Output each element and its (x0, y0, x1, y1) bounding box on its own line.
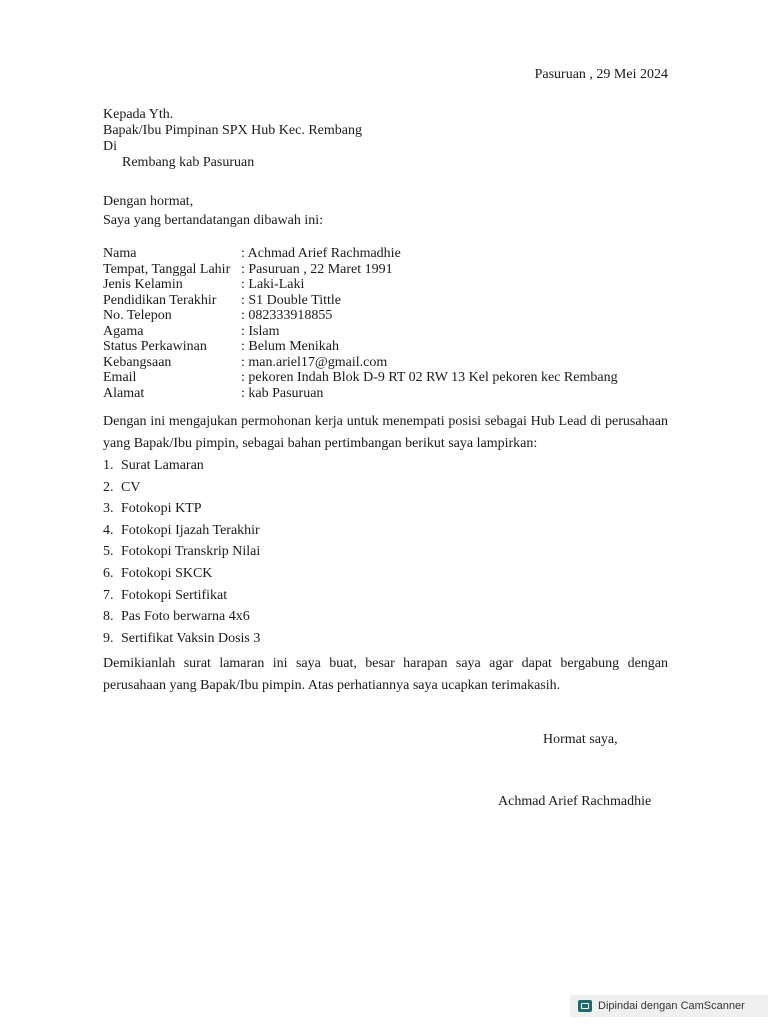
detail-row (103, 262, 618, 278)
detail-label: Tempat, Tanggal Lahir (103, 261, 231, 277)
list-number: 3. (103, 501, 114, 517)
recipient-line: Di (103, 139, 117, 154)
list-item (103, 585, 260, 607)
list-number: 5. (103, 544, 114, 560)
detail-value: : S1 Double Tittle (241, 292, 341, 308)
list-text: Fotokopi SKCK (121, 565, 213, 581)
detail-row (103, 293, 618, 309)
list-number: 6. (103, 565, 114, 581)
scanner-watermark (570, 995, 768, 1017)
intro-text: Saya yang bertandatangan dibawah ini: (103, 213, 324, 228)
list-number: 1. (103, 458, 114, 473)
detail-row (103, 308, 618, 324)
recipient-line: Rembang kab Pasuruan (122, 155, 255, 170)
detail-value: : Pasuruan , 22 Maret 1991 (241, 261, 393, 277)
recipient-line: Bapak/Ibu Pimpinan SPX Hub Kec. Rembang (103, 123, 362, 138)
list-item (103, 477, 260, 499)
detail-label: Email (103, 370, 137, 385)
list-number: 4. (103, 522, 114, 538)
detail-value: : Laki-Laki (241, 277, 305, 292)
closing-paragraph: Demikianlah surat lamaran ini saya buat, besar harapan saya agar dapat bergabung dengan perusahaan yang Bapak/Ibu pimpin. Atas perhatiannya saya ucapkan terimakasih. (103, 656, 668, 693)
detail-label: Status Perkawinan (103, 339, 207, 354)
letter-date: Pasuruan , 29 Mei 2024 (534, 67, 668, 82)
list-item (103, 563, 260, 585)
detail-label: Agama (103, 323, 144, 339)
list-item (103, 520, 260, 542)
recipient-line: Kepada Yth. (103, 107, 174, 122)
detail-row (103, 324, 618, 340)
list-item (103, 606, 260, 628)
list-text: Fotokopi KTP (121, 501, 202, 517)
list-text: Fotokopi Sertifikat (121, 587, 228, 603)
list-text: Fotokopi Ijazah Terakhir (121, 522, 260, 538)
detail-row (103, 386, 618, 402)
closing-salutation: Hormat saya, (543, 732, 618, 747)
application-paragraph: Dengan ini mengajukan permohonan kerja untuk menempati posisi sebagai Hub Lead di perusahaan yang Bapak/Ibu pimpin, sebagai bahan pertimbangan berikut saya lampirkan: (103, 414, 668, 451)
camscanner-icon (578, 1000, 592, 1012)
list-text: Surat Lamaran (121, 458, 204, 473)
list-number: 7. (103, 587, 114, 603)
detail-value: : Achmad Arief Rachmadhie (241, 246, 401, 261)
list-text: Pas Foto berwarna 4x6 (121, 609, 250, 625)
list-item (103, 498, 260, 520)
list-item (103, 455, 260, 477)
detail-value: : 082333918855 (241, 308, 333, 323)
detail-row (103, 246, 618, 262)
greeting: Dengan hormat, (103, 194, 194, 209)
detail-value: : pekoren Indah Blok D-9 RT 02 RW 13 Kel pekoren kec Rembang (241, 370, 618, 385)
attachment-list (103, 455, 260, 649)
list-text: CV (121, 479, 141, 495)
list-number: 9. (103, 630, 114, 646)
list-number: 8. (103, 609, 114, 625)
detail-row (103, 339, 618, 355)
detail-value: : man.ariel17@gmail.com (241, 354, 388, 370)
watermark-text: Dipindai dengan CamScanner (598, 1000, 745, 1012)
list-text: Sertifikat Vaksin Dosis 3 (121, 630, 261, 646)
detail-value: : Belum Menikah (241, 339, 339, 354)
detail-label: Alamat (103, 385, 145, 401)
detail-label: Nama (103, 246, 137, 261)
detail-value: : kab Pasuruan (241, 385, 324, 401)
list-text: Fotokopi Transkrip Nilai (121, 544, 261, 560)
detail-row (103, 355, 618, 371)
list-item (103, 541, 260, 563)
detail-label: No. Telepon (103, 308, 172, 323)
detail-value: : Islam (241, 323, 280, 339)
applicant-details (103, 246, 618, 401)
signature-name: Achmad Arief Rachmadhie (498, 794, 652, 809)
detail-label: Kebangsaan (103, 354, 172, 370)
detail-label: Pendidikan Terakhir (103, 292, 217, 308)
recipient-block (103, 107, 362, 171)
detail-row (103, 370, 618, 386)
list-item (103, 628, 260, 650)
detail-label: Jenis Kelamin (103, 277, 183, 292)
list-number: 2. (103, 479, 114, 495)
detail-row (103, 277, 618, 293)
